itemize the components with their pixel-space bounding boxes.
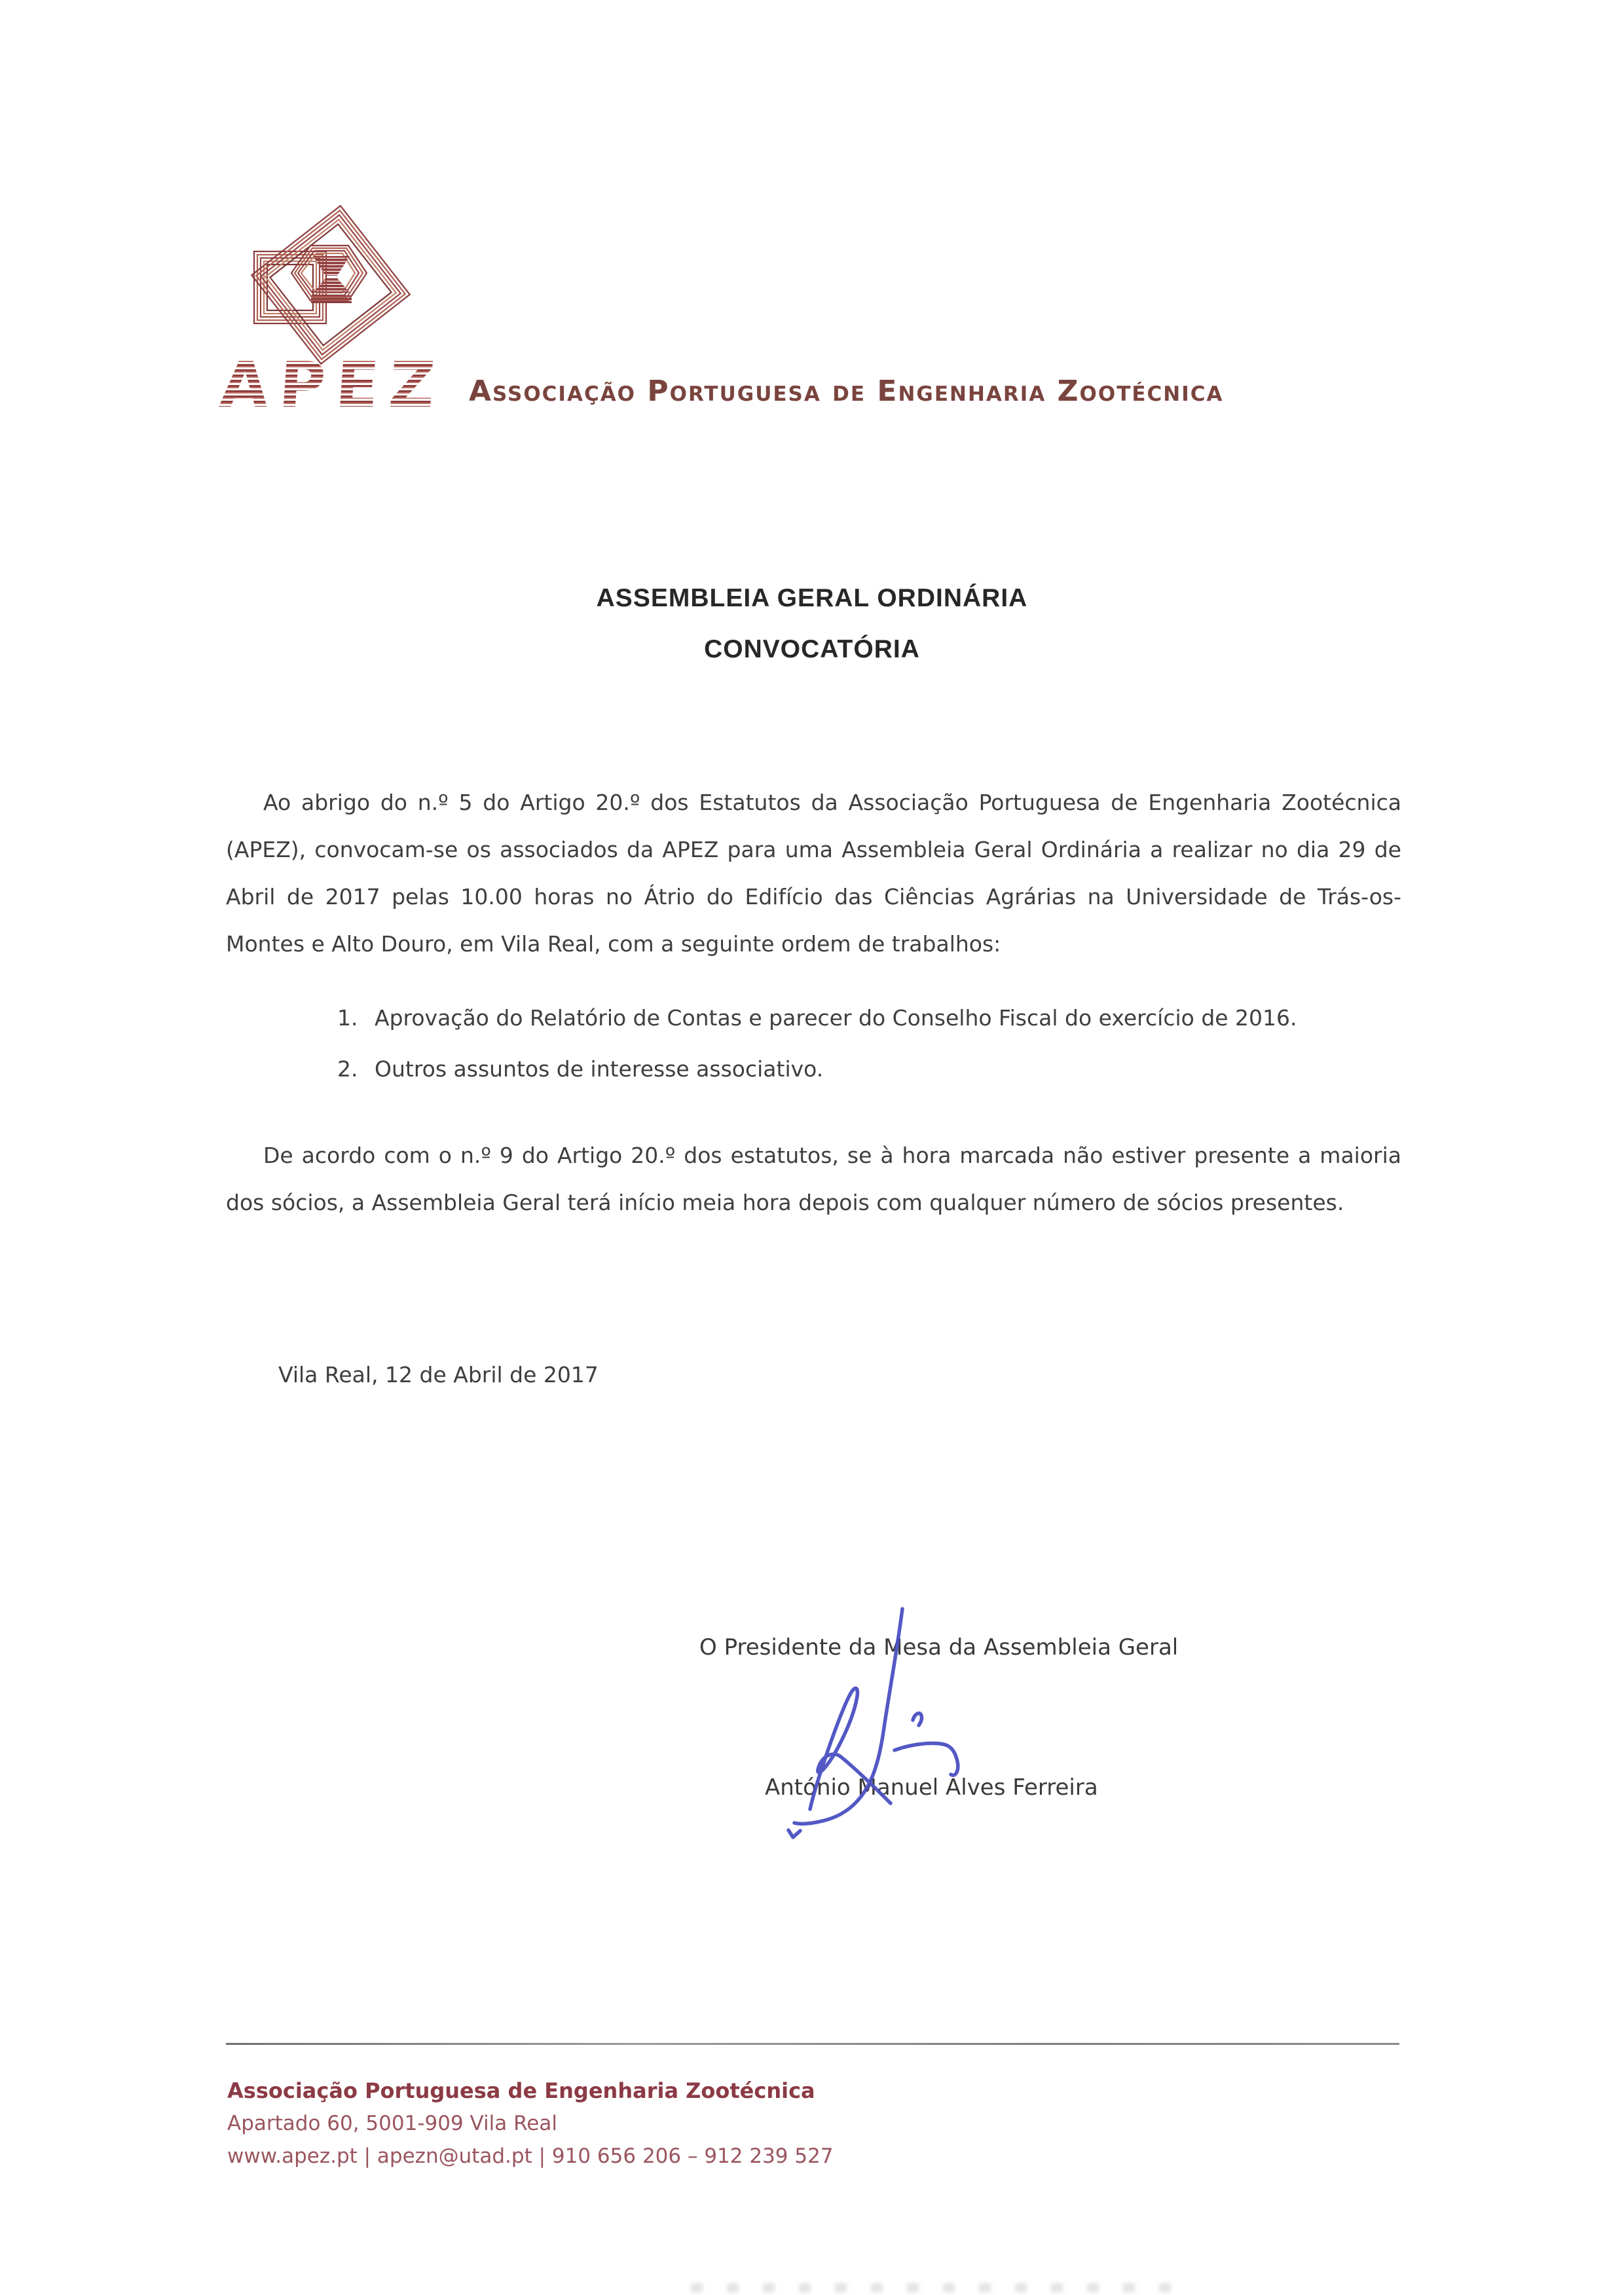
handwritten-signature-icon: [707, 1585, 1074, 1860]
signatory-name: António Manuel Alves Ferreira: [765, 1774, 1098, 1801]
signature-role-line: O Presidente da Mesa da Assembleia Geral: [699, 1634, 1179, 1661]
footer-address: Apartado 60, 5001-909 Vila Real: [227, 2112, 557, 2135]
scan-smudge-artifact: [691, 2283, 1179, 2292]
title-block: [0, 585, 1624, 663]
apez-wordmark: APEZ: [217, 348, 448, 422]
agenda-item: [337, 1046, 1401, 1093]
agenda-item: [337, 995, 1401, 1042]
agenda-item-text: Aprovação do Relatório de Contas e parecer do Conselho Fiscal do exercício de 2016.: [375, 1005, 1297, 1031]
footer-contacts: www.apez.pt | apezn@utad.pt | 910 656 206 – 912 239 527: [227, 2144, 834, 2168]
agenda-item-number: 2.: [337, 1056, 358, 1082]
dateline: Vila Real, 12 de Abril de 2017: [278, 1362, 599, 1387]
footer: [227, 2074, 834, 2173]
agenda-item-text: Outros assuntos de interesse associativo.: [375, 1056, 824, 1082]
emblem-hourglass: [311, 256, 352, 303]
agenda-item-number: 1.: [337, 1005, 358, 1031]
agenda-list: [226, 995, 1401, 1093]
assembly-title: ASSEMBLEIA GERAL ORDINÁRIA: [596, 584, 1028, 612]
letter-body: [226, 779, 1401, 1226]
footer-org-name: Associação Portuguesa de Engenharia Zootécnica: [227, 2078, 815, 2103]
footer-divider: [226, 2043, 1399, 2045]
intro-paragraph: Ao abrigo do n.º 5 do Artigo 20.º dos Estatutos da Associação Portuguesa de Engenharia Zootécnica (APEZ), convocam-se os associados da APEZ para uma Assembleia Geral Ordinária a realizar no dia 29 de Abril de 2017 pelas 10.00 horas no Átrio do Edifício das Ciências Agrárias na Universidade de Trás-os-Montes e Alto Douro, em Vila Real, com a seguinte ordem de trabalhos:: [226, 790, 1401, 957]
convocation-subtitle: CONVOCATÓRIA: [704, 635, 920, 663]
quorum-paragraph: De acordo com o n.º 9 do Artigo 20.º dos estatutos, se à hora marcada não estiver presente a maioria dos sócios, a Assembleia Geral terá início meia hora depois com qualquer número de sócios presentes.: [226, 1143, 1401, 1215]
header-org-name: Associação Portuguesa de Engenharia Zootécnica: [469, 375, 1224, 408]
